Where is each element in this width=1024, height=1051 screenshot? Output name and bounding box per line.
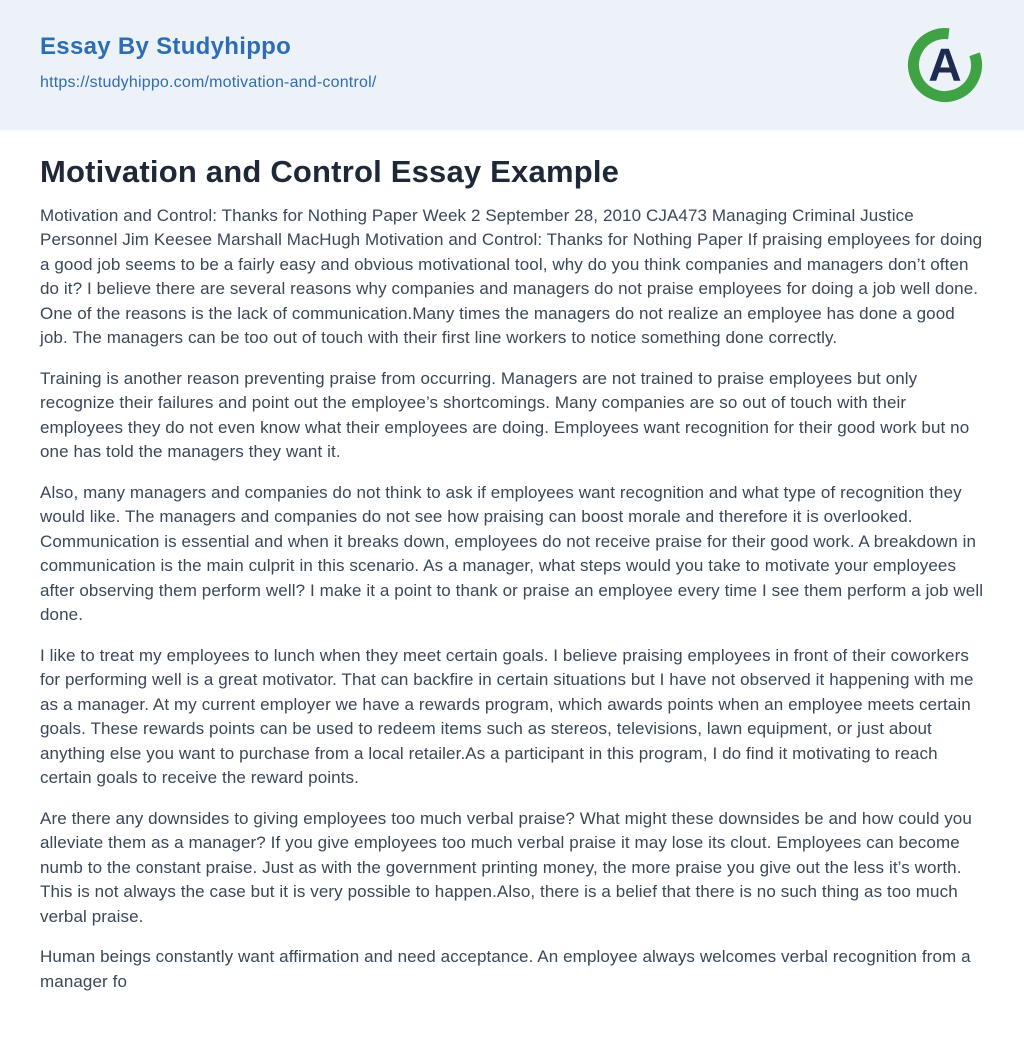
page-header: [0, 0, 1024, 130]
essay-paragraph-5: Are there any downsides to giving employees too much verbal praise? What might these downsides be and how could you alleviate them as a manager? If you give employees too much verbal praise it may lose its clout. Employees can become numb to the constant praise. Just as with the government printing money, the more praise you give out the less it’s worth. This is not always the case but it is very possible to happen.Also, there is a belief that there is no such thing as too much verbal praise.: [40, 808, 972, 926]
studyhippo-logo-icon: [906, 26, 984, 104]
page-url-link[interactable]: https://studyhippo.com/motivation-and-control/: [40, 74, 377, 92]
essay-paragraph-6: Human beings constantly want affirmation and need acceptance. An employee always welcomes verbal recognition from a manager fo: [40, 947, 971, 991]
essay-paragraph-1: Motivation and Control: Thanks for Nothing Paper Week 2 September 28, 2010 CJA473 Managing Criminal Justice Personnel Jim Keesee Marshall MacHugh Motivation and Control: Thanks for Nothing Paper If praising employees for doing a good job seems to be a fairly easy and obvious motivational tool, why do you think companies and managers don’t often do it? I believe there are several reasons why companies and managers do not praise employees for doing a job well done. One of the reasons is the lack of communication.Many times the managers do not realize an employee has done a good job. The managers can be too out of touch with their first line workers to notice something done correctly.: [40, 205, 983, 348]
logo-letter: A: [928, 38, 962, 91]
essay-paragraph-3: Also, many managers and companies do not think to ask if employees want recognition and what type of recognition they would like. The managers and companies do not see how praising can boost morale and therefore it is overlooked. Communication is essential and when it breaks down, employees do not receive praise for their good work. A breakdown in communication is the main culprit in this scenario. As a manager, what steps would you take to motivate your employees after observing them perform well? I make it a point to thank or praise an employee every time I see them perform a job well done.: [40, 482, 984, 625]
site-title: Essay By Studyhippo: [40, 33, 292, 60]
essay-paragraph-4: I like to treat my employees to lunch when they meet certain goals. I believe praising employees in front of their coworkers for performing well is a great motivator. That can backfire in certain situations but I have not observed it happening with me as a manager. At my current employer we have a rewards program, which awards points when an employee meets certain goals. These rewards points can be used to redeem items such as stereos, televisions, lawn equipment, or just about anything else you want to purchase from a local retailer.As a participant in this program, I do find it motivating to reach certain goals to receive the reward points.: [40, 645, 974, 788]
essay-title: Motivation and Control Essay Example: [40, 154, 620, 189]
header-text-block: [40, 34, 376, 92]
essay-paragraph-2: Training is another reason preventing praise from occurring. Managers are not trained to praise employees but only recognize their failures and point out the employee’s shortcomings. Many companies are so out of touch with their employees they do not even know what their employees are doing. Employees want recognition for their good work but no one has told the managers they want it.: [40, 368, 970, 462]
essay-content: [0, 130, 1024, 994]
studyhippo-logo: [906, 26, 984, 104]
